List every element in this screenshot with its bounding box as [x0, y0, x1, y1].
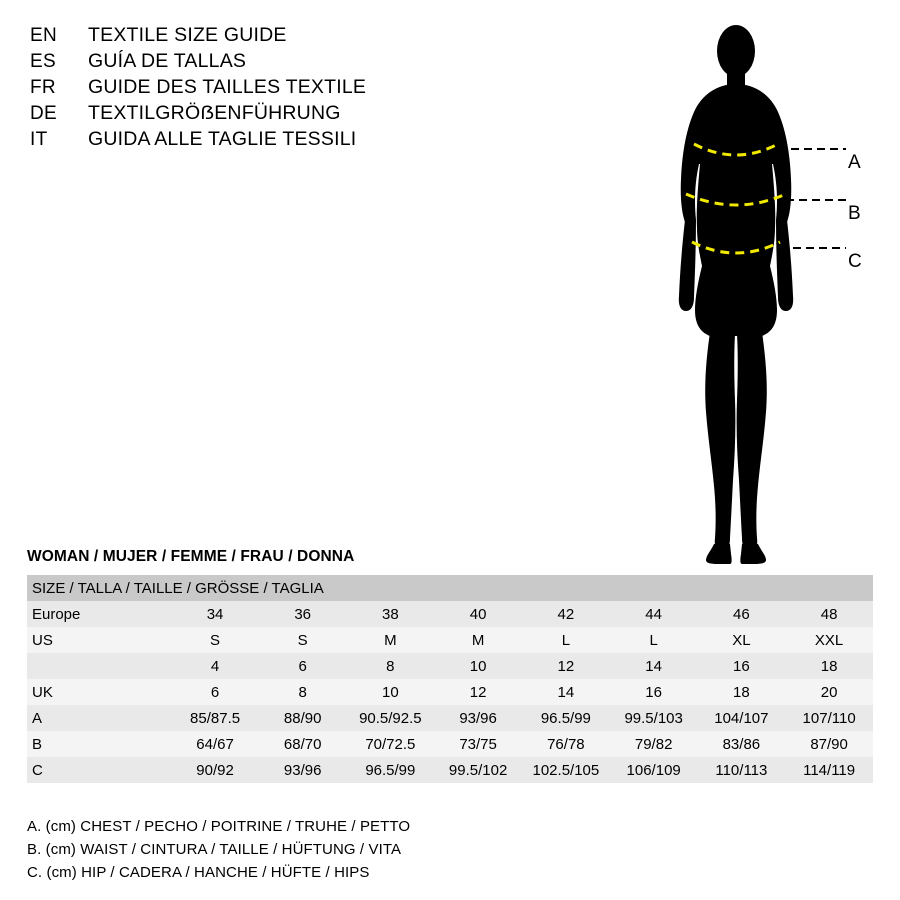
table-cell: 38	[382, 605, 399, 623]
legend-line-b: B. (cm) WAIST / CINTURA / TAILLE / HÜFTUNG / VITA	[27, 841, 402, 858]
woman-group-heading: WOMAN / MUJER / FEMME / FRAU / DONNA	[27, 548, 355, 565]
table-cell: 99.5/102	[448, 761, 508, 779]
table-cell: 96.5/99	[540, 709, 591, 727]
title-row	[30, 50, 550, 73]
title-lang-code: FR	[30, 77, 56, 98]
table-cell: 36	[294, 605, 312, 623]
table-row	[27, 601, 873, 627]
table-row	[27, 757, 873, 783]
size-table-block	[27, 548, 873, 783]
table-cell: XL	[732, 631, 751, 649]
table-cell: 87/90	[810, 735, 848, 753]
table-cell: 8	[298, 683, 307, 701]
table-cell: XXL	[814, 631, 844, 649]
title-lang-code: DE	[30, 103, 57, 124]
table-cell: 12	[469, 683, 487, 701]
table-cell: 44	[645, 605, 662, 623]
table-cell: 83/86	[722, 735, 761, 753]
table-cell: 40	[469, 605, 487, 623]
table-cell: 48	[820, 605, 838, 623]
title-text: TEXTILE SIZE GUIDE	[88, 24, 287, 46]
table-cell: 64/67	[196, 735, 234, 753]
table-cell: 42	[557, 605, 575, 623]
table-cell: 99.5/103	[624, 709, 683, 727]
table-cell: 16	[645, 683, 662, 701]
marker-label-c: C	[848, 251, 862, 272]
row-label: B	[32, 735, 43, 753]
table-cell: 96.5/99	[365, 761, 416, 779]
table-cell: 76/78	[547, 735, 585, 753]
table-header-label: SIZE / TALLA / TAILLE / GRÖSSE / TAGLIA	[32, 579, 324, 597]
table-cell: 12	[557, 657, 575, 675]
title-text: GUÍA DE TALLAS	[88, 50, 247, 72]
figure-block	[650, 14, 890, 574]
row-label: C	[32, 761, 43, 779]
table-row	[27, 653, 873, 679]
table-cell: 106/109	[626, 761, 681, 779]
title-row	[30, 102, 550, 125]
table-cell: 34	[206, 605, 224, 623]
row-label: A	[32, 709, 43, 727]
title-text: TEXTILGRÖẞENFÜHRUNG	[88, 102, 341, 124]
marker-label-b: B	[848, 203, 861, 224]
table-cell: S	[297, 631, 308, 649]
table-cell: M	[471, 631, 485, 649]
table-cell: M	[384, 631, 397, 649]
legend-line-c: C. (cm) HIP / CADERA / HANCHE / HÜFTE / HIPS	[27, 864, 370, 881]
table-header-row	[27, 575, 873, 601]
table-cell: 70/72.5	[365, 735, 416, 753]
table-cell: 114/119	[803, 761, 856, 779]
table-cell: L	[561, 631, 571, 649]
table-cell: 73/75	[459, 735, 497, 753]
title-lang-code: IT	[30, 129, 48, 150]
table-cell: S	[210, 631, 221, 649]
row-label: UK	[32, 683, 53, 701]
table-cell: 46	[733, 605, 750, 623]
table-cell: 68/70	[283, 735, 322, 753]
title-row	[30, 76, 550, 99]
table-cell: L	[649, 631, 658, 649]
table-row	[27, 679, 873, 705]
table-row	[27, 627, 873, 653]
table-cell: 88/90	[283, 709, 322, 727]
table-cell: 104/107	[714, 709, 769, 727]
table-cell: 90/92	[196, 761, 234, 779]
legend-block	[27, 818, 410, 887]
table-cell: 6	[298, 657, 307, 675]
title-text: GUIDE DES TAILLES TEXTILE	[88, 76, 367, 98]
table-cell: 8	[386, 657, 395, 675]
table-cell: 102.5/105	[532, 761, 600, 779]
table-cell: 14	[645, 657, 662, 675]
row-label: Europe	[32, 605, 81, 623]
table-cell: 90.5/92.5	[359, 709, 422, 727]
table-row	[27, 705, 873, 731]
table-cell: 85/87.5	[190, 709, 241, 727]
table-cell: 10	[469, 657, 487, 675]
table-cell: 18	[733, 683, 750, 701]
table-cell: 14	[557, 683, 575, 701]
row-label: US	[32, 631, 53, 649]
table-cell: 18	[820, 657, 838, 675]
title-block	[30, 24, 550, 154]
table-cell: 79/82	[634, 735, 673, 753]
title-lang-code: EN	[30, 25, 57, 46]
table-cell: 93/96	[459, 709, 497, 727]
title-row	[30, 128, 550, 151]
table-cell: 16	[733, 657, 750, 675]
table-row	[27, 731, 873, 757]
table-cell: 107/110	[802, 709, 856, 727]
table-cell: 6	[210, 683, 220, 701]
title-lang-code: ES	[30, 51, 56, 72]
title-text: GUIDA ALLE TAGLIE TESSILI	[88, 128, 357, 150]
legend-line-a: A. (cm) CHEST / PECHO / POITRINE / TRUHE / PETTO	[27, 818, 411, 835]
size-table	[27, 575, 873, 783]
female-silhouette-figure	[650, 14, 890, 574]
row-label	[27, 653, 171, 679]
marker-label-a: A	[848, 152, 861, 173]
table-cell: 10	[382, 683, 399, 701]
table-cell: 93/96	[283, 761, 322, 779]
table-cell: 4	[210, 657, 220, 675]
table-cell: 110/113	[715, 761, 768, 779]
table-cell: 20	[820, 683, 838, 701]
title-row	[30, 24, 550, 47]
